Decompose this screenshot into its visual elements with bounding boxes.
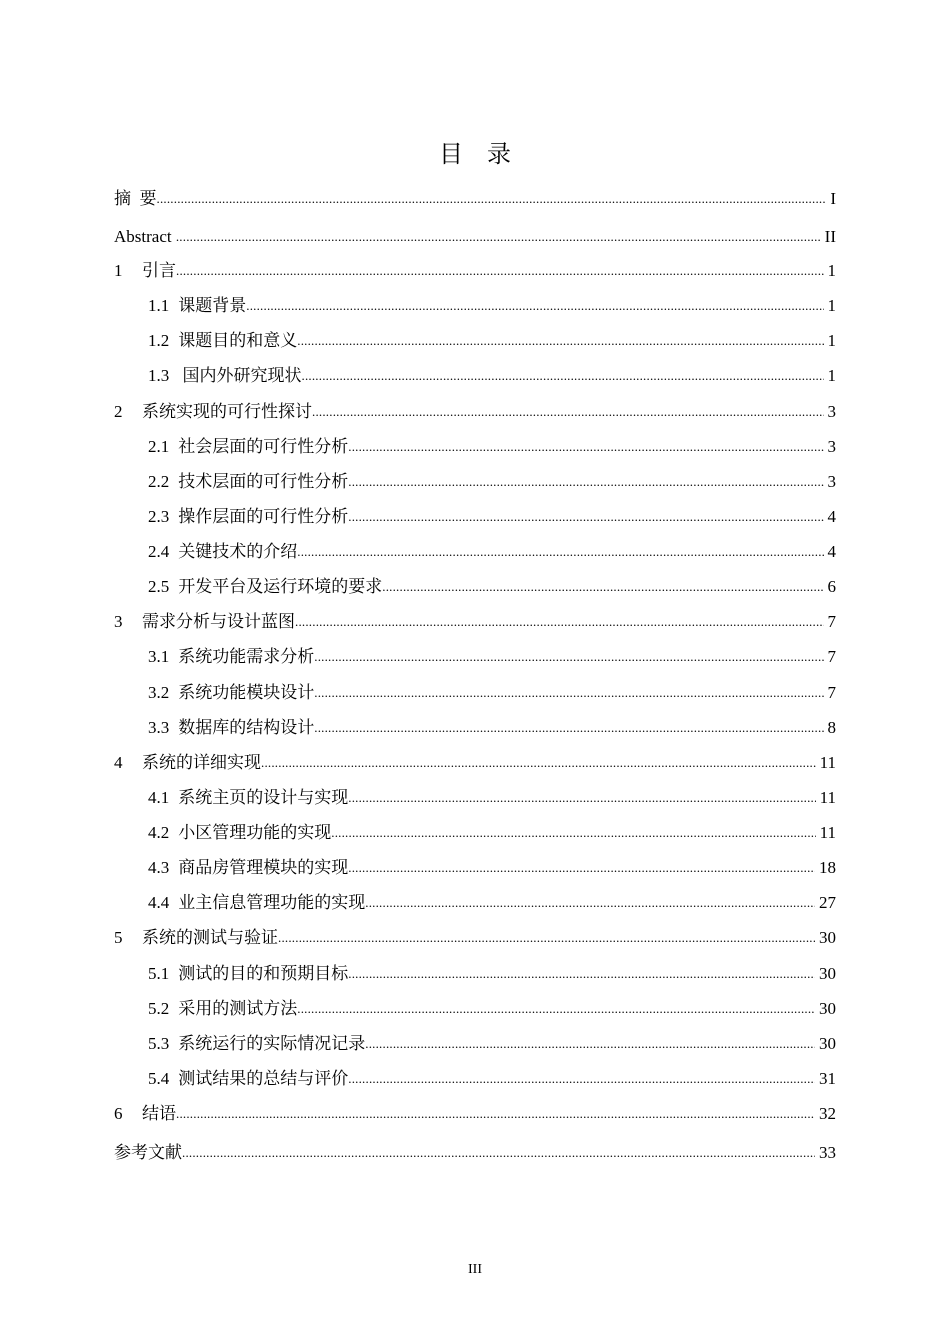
toc-entry-page: I [830, 189, 836, 208]
toc-entry-title: 引言 [142, 261, 176, 280]
dot-leader [297, 540, 823, 564]
toc-entry[interactable] [148, 716, 836, 740]
toc-entry-title: 系统运行的实际情况记录 [178, 1033, 366, 1053]
toc-entry-page: 3 [827, 436, 836, 456]
toc-entry-page: 8 [827, 717, 836, 737]
dot-leader [348, 856, 815, 880]
toc-entry-title: 参考文献 [114, 1143, 182, 1162]
toc-entry[interactable] [148, 891, 836, 915]
toc-entry-title: 系统主页的设计与实现 [178, 787, 349, 807]
toc-entry-page: 30 [819, 928, 836, 948]
toc-entry[interactable] [114, 400, 836, 424]
toc-title-char: 录 [487, 142, 511, 168]
toc-entry-number: 5.3 [148, 1033, 170, 1053]
dot-leader [382, 575, 823, 599]
toc-entry-page: 1 [827, 296, 836, 316]
toc-title [0, 134, 950, 169]
dot-leader [297, 997, 815, 1021]
toc-entry-page: 1 [827, 331, 836, 351]
toc-entry-number: 3 [114, 612, 123, 632]
dot-leader [331, 821, 815, 845]
dot-leader [348, 435, 823, 459]
toc-entry[interactable] [148, 364, 836, 388]
toc-entry-title: 系统实现的可行性探讨 [142, 401, 312, 421]
toc-entry-title: 课题目的和意义 [178, 331, 298, 351]
toc-entry-number: 1.2 [148, 331, 170, 351]
toc-entry-title: Abstract [114, 227, 176, 246]
toc-entry-number: 3.3 [148, 717, 170, 737]
toc-entry-number: 5.2 [148, 998, 170, 1018]
toc-entry[interactable] [148, 962, 836, 986]
toc-entry-number: 5.1 [148, 963, 170, 983]
toc-entry-page: 4 [827, 506, 836, 526]
toc-entry-page: 1 [827, 261, 836, 280]
toc-entry-page: 7 [827, 682, 836, 702]
toc-entry[interactable] [148, 645, 836, 669]
toc-entry[interactable] [148, 470, 836, 494]
toc-entry[interactable] [148, 294, 836, 318]
dot-leader [348, 1067, 815, 1091]
toc-entry-title: 业主信息管理功能的实现 [178, 893, 366, 913]
dot-leader [348, 470, 823, 494]
toc-entry-number: 4.4 [148, 893, 170, 913]
toc-entry-number: 2.3 [148, 506, 170, 526]
toc-entry-title: 国内外研究现状 [178, 366, 302, 386]
dot-leader [182, 1141, 815, 1165]
toc-entry-page: 18 [819, 858, 836, 878]
dot-leader [157, 187, 827, 211]
toc-entry-number: 1 [114, 261, 123, 280]
toc-entry-number: 3.2 [148, 682, 170, 702]
toc-entry-page: 11 [819, 752, 836, 772]
toc-entry-title: 系统的测试与验证 [142, 928, 278, 948]
toc-entry-number: 2 [114, 401, 123, 421]
toc-entry-title: 测试的目的和预期目标 [178, 963, 349, 983]
toc-entry-number: 4 [114, 752, 123, 772]
toc-entry-title: 小区管理功能的实现 [178, 823, 332, 842]
toc-entry-page: 11 [819, 823, 836, 842]
toc-entry-page: II [824, 227, 836, 246]
toc-entry[interactable] [148, 1067, 836, 1091]
page-number: III [468, 1262, 482, 1277]
toc-entry[interactable] [114, 187, 836, 211]
toc-entry-page: 4 [827, 542, 836, 561]
toc-entry-title: 操作层面的可行性分析 [178, 506, 349, 526]
toc-entry[interactable] [148, 435, 836, 459]
toc-entry[interactable] [148, 329, 836, 353]
toc-entry-page: 1 [827, 366, 836, 386]
dot-leader [295, 610, 824, 634]
toc-entry-page: 7 [827, 647, 836, 667]
dot-leader [312, 400, 824, 424]
toc-entry-page: 31 [819, 1068, 836, 1088]
toc-entry-title: 社会层面的可行性分析 [178, 436, 349, 456]
toc-entry-title: 数据库的结构设计 [178, 717, 315, 737]
toc-entry-title: 系统功能模块设计 [178, 682, 315, 702]
toc-entry-page: 30 [819, 963, 836, 983]
toc-entry-page: 6 [827, 577, 836, 597]
dot-leader [314, 716, 823, 740]
toc-entry-number: 2.5 [148, 577, 170, 597]
toc-entry[interactable] [114, 751, 836, 775]
dot-leader [365, 1032, 815, 1056]
toc-entry-number: 2.4 [148, 542, 170, 561]
toc-entry-title: 测试结果的总结与评价 [178, 1068, 349, 1088]
toc-entry[interactable] [148, 821, 836, 845]
toc-entry-page: 32 [819, 1104, 836, 1123]
dot-leader [246, 294, 823, 318]
toc-entry[interactable] [114, 225, 836, 249]
toc-entry-page: 11 [819, 787, 836, 807]
toc-entry-number: 4.2 [148, 823, 170, 842]
toc-entry-title: 采用的测试方法 [178, 998, 298, 1018]
dot-leader [314, 645, 823, 669]
toc-entry[interactable] [148, 540, 836, 564]
toc-entry-number: 6 [114, 1104, 123, 1123]
dot-leader [278, 926, 815, 950]
dot-leader [348, 962, 815, 986]
toc-entry[interactable] [114, 610, 836, 634]
toc-entry-page: 3 [827, 471, 836, 491]
toc-entry[interactable] [114, 926, 836, 950]
toc-entry-title: 需求分析与设计蓝图 [142, 612, 295, 632]
toc-title-char: 目 [439, 142, 463, 168]
toc-entry-title: 商品房管理模块的实现 [178, 858, 349, 878]
toc-entry-title: 系统的详细实现 [142, 752, 261, 772]
toc-entry[interactable] [114, 1141, 836, 1165]
toc-entry[interactable] [148, 1032, 836, 1056]
toc-entry-title: 摘 要 [114, 189, 157, 208]
toc-entry-title: 课题背景 [178, 296, 247, 316]
dot-leader [297, 329, 823, 353]
dot-leader [302, 364, 824, 388]
toc-entry[interactable] [148, 786, 836, 810]
toc-entry-number: 1.3 [148, 366, 170, 386]
toc-entry[interactable] [148, 575, 836, 599]
toc-entry-number: 5.4 [148, 1068, 170, 1088]
toc-entry-number: 4.3 [148, 858, 170, 878]
toc-entry-title: 结语 [142, 1104, 176, 1123]
dot-leader [365, 891, 815, 915]
toc-entry[interactable] [148, 856, 836, 880]
toc-entry-number: 1.1 [148, 296, 170, 316]
dot-leader [348, 786, 815, 810]
dot-leader [176, 225, 821, 249]
toc-entry-title: 开发平台及运行环境的要求 [178, 577, 383, 597]
toc-entry[interactable] [148, 681, 836, 705]
toc-entry-title: 系统功能需求分析 [178, 647, 315, 667]
toc-entry[interactable] [148, 997, 836, 1021]
toc-entry-number: 2.1 [148, 436, 170, 456]
toc-entry-page: 30 [819, 1033, 836, 1053]
toc-entry[interactable] [114, 259, 836, 283]
dot-leader [176, 259, 824, 283]
toc-entry-number: 3.1 [148, 647, 170, 667]
toc-entry-number: 2.2 [148, 471, 170, 491]
dot-leader [176, 1102, 815, 1126]
toc-entry-page: 30 [819, 998, 836, 1018]
toc-entry-title: 技术层面的可行性分析 [178, 471, 349, 491]
toc-entry[interactable] [148, 505, 836, 529]
dot-leader [314, 681, 823, 705]
dot-leader [348, 505, 823, 529]
toc-entry-page: 3 [827, 401, 836, 421]
toc-entry-page: 7 [827, 612, 836, 632]
toc-entry-title: 关键技术的介绍 [178, 542, 298, 561]
toc-entry-page: 33 [819, 1143, 836, 1162]
toc-entry-number: 5 [114, 928, 123, 948]
toc-entry-number: 4.1 [148, 787, 170, 807]
toc-entry[interactable] [114, 1102, 836, 1126]
dot-leader [261, 751, 816, 775]
toc-entry-page: 27 [819, 893, 836, 913]
